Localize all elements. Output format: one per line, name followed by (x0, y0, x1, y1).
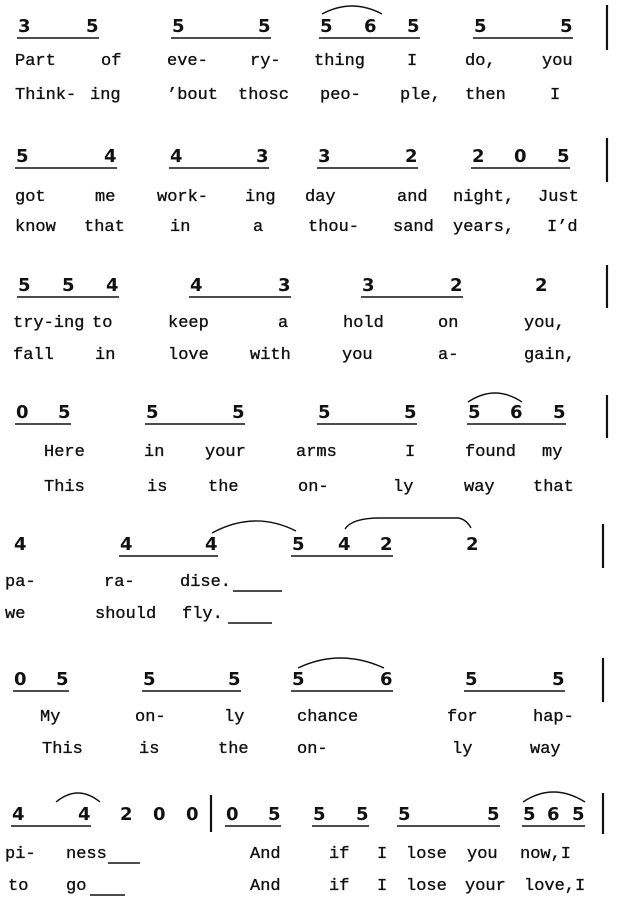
note-digit: 5 (62, 275, 75, 296)
note-digit: 5 (228, 669, 241, 690)
lyric-verse-1-word: dise. (180, 573, 232, 592)
lyric-verse-2-word: ly (452, 740, 473, 759)
note-digit: 5 (523, 804, 536, 825)
note-digit: 5 (58, 402, 71, 423)
note-digit: 2 (450, 275, 463, 296)
lyric-verse-2-word: we (5, 605, 26, 624)
note-digit: 2 (472, 146, 485, 167)
note-digit: 0 (14, 669, 27, 690)
note-digit: 5 (258, 16, 271, 37)
lyric-verse-1-word: night, (453, 188, 515, 207)
lyric-verse-2-word: your (465, 877, 506, 896)
note-digit: 3 (278, 275, 291, 296)
lyric-verse-2-word: I (550, 86, 561, 105)
lyric-verse-2-word: years, (453, 218, 515, 237)
note-digit: 5 (572, 804, 585, 825)
lyric-verse-1-word: ing (245, 188, 276, 207)
note-digit: 3 (362, 275, 375, 296)
lyric-verse-1-word: eve- (167, 52, 208, 71)
lyric-verse-1-word: thing (314, 52, 366, 71)
lyric-verse-2-word: the (208, 478, 239, 497)
lyric-verse-1-word: your (205, 443, 246, 462)
note-digit: 5 (474, 16, 487, 37)
lyric-verse-1-word: chance (297, 708, 359, 727)
lyric-verse-1-word: lose (406, 845, 447, 864)
note-digit: 5 (313, 804, 326, 825)
note-digit: 2 (405, 146, 418, 167)
lyric-verse-2-word: know (15, 218, 56, 237)
note-digit: 0 (514, 146, 527, 167)
lyric-verse-2-word: fall (13, 346, 54, 365)
lyric-verse-2-word: is (147, 478, 168, 497)
lyric-verse-1-word: pa- (5, 573, 36, 592)
lyric-verse-2-word: gain, (524, 346, 576, 365)
lyric-verse-1-word: for (447, 708, 478, 727)
note-digit: 5 (487, 804, 500, 825)
note-digit: 4 (12, 804, 25, 825)
lyric-verse-1-word: ra- (104, 573, 135, 592)
lyric-verse-1-word: got (15, 188, 46, 207)
note-digit: 5 (18, 275, 31, 296)
note-digit: 2 (535, 275, 548, 296)
lyric-verse-1-word: if (329, 845, 350, 864)
lyric-verse-2-word: thou- (308, 218, 360, 237)
lyric-verse-2-word: on- (298, 478, 329, 497)
lyric-verse-1-word: pi- (5, 845, 36, 864)
lyric-verse-2-word: in (95, 346, 116, 365)
note-digit: 4 (106, 275, 119, 296)
lyric-verse-1-word: ness (66, 845, 107, 864)
lyric-verse-1-word: try-ing (13, 314, 85, 333)
note-digit: 3 (18, 16, 31, 37)
lyric-verse-2-word: should (95, 605, 157, 624)
lyric-verse-2-word: fly. (182, 605, 223, 624)
lyric-verse-2-word: Think- (15, 86, 77, 105)
note-digit: 4 (190, 275, 203, 296)
note-digit: 3 (318, 146, 331, 167)
lyric-verse-2-word: This (44, 478, 85, 497)
lyric-verse-2-word: that (84, 218, 125, 237)
note-digit: 0 (186, 804, 199, 825)
lyric-verse-2-word: way (530, 740, 561, 759)
lyric-verse-1-word: on (438, 314, 459, 333)
lyric-verse-1-word: of (101, 52, 122, 71)
lyric-verse-1-word: day (305, 188, 336, 207)
lyric-verse-1-word: a (278, 314, 289, 333)
note-digit: 5 (553, 402, 566, 423)
lyric-verse-2-word: then (465, 86, 506, 105)
lyric-verse-2-word: the (218, 740, 249, 759)
lyric-verse-2-word: on- (297, 740, 328, 759)
lyric-verse-2-word: is (139, 740, 160, 759)
note-digit: 5 (560, 16, 573, 37)
lyric-verse-1-word: arms (296, 443, 337, 462)
note-digit: 0 (16, 402, 29, 423)
lyric-verse-2-word: peo- (320, 86, 361, 105)
lyric-verse-2-word: sand (393, 218, 434, 237)
lyric-verse-1-word: hap- (533, 708, 574, 727)
note-digit: 5 (56, 669, 69, 690)
lyric-verse-1-word: my (542, 443, 563, 462)
note-digit: 5 (356, 804, 369, 825)
note-digit: 4 (104, 146, 117, 167)
note-digit: 5 (318, 402, 331, 423)
note-digit: 5 (465, 669, 478, 690)
lyric-verse-2-word: a- (438, 346, 459, 365)
lyric-verse-2-word: if (329, 877, 350, 896)
lyric-verse-1-word: My (40, 708, 61, 727)
lyric-verse-2-word: ’bout (167, 86, 219, 105)
note-digit: 5 (407, 16, 420, 37)
lyric-verse-1-word: and (397, 188, 428, 207)
lyric-verse-1-word: you (467, 845, 498, 864)
note-digit: 5 (552, 669, 565, 690)
note-digit: 5 (16, 146, 29, 167)
note-digit: 5 (232, 402, 245, 423)
note-digit: 6 (380, 669, 393, 690)
lyric-verse-2-word: This (42, 740, 83, 759)
lyric-verse-2-word: with (250, 346, 291, 365)
note-digit: 4 (205, 534, 218, 555)
note-digit: 4 (14, 534, 27, 555)
note-digit: 4 (170, 146, 183, 167)
note-digit: 5 (468, 402, 481, 423)
lyric-verse-2-word: you (342, 346, 373, 365)
lyric-verse-2-word: that (533, 478, 574, 497)
note-digit: 5 (320, 16, 333, 37)
note-digit: 2 (120, 804, 133, 825)
lyric-verse-2-word: ly (393, 478, 414, 497)
lyric-verse-1-word: found (465, 443, 517, 462)
note-digit: 2 (466, 534, 479, 555)
lyric-verse-1-word: Part (15, 52, 56, 71)
lyric-verse-1-word: in (144, 443, 165, 462)
lyric-verse-1-word: hold (343, 314, 384, 333)
lyric-verse-2-word: ple, (400, 86, 441, 105)
lyric-verse-2-word: I (377, 877, 388, 896)
note-digit: 5 (172, 16, 185, 37)
lyric-verse-2-word: I’d (547, 218, 578, 237)
lyric-verse-2-word: a (253, 218, 264, 237)
lyric-verse-1-word: now,I (520, 845, 572, 864)
lyric-verse-2-word: way (464, 478, 495, 497)
note-digit: 3 (256, 146, 269, 167)
note-digit: 0 (226, 804, 239, 825)
note-digit: 6 (364, 16, 377, 37)
note-digit: 5 (268, 804, 281, 825)
lyric-verse-2-word: thosc (238, 86, 290, 105)
lyric-verse-1-word: you, (524, 314, 565, 333)
note-digit: 4 (78, 804, 91, 825)
lyric-verse-1-word: Here (44, 443, 85, 462)
note-digit: 6 (510, 402, 523, 423)
lyric-verse-1-word: me (95, 188, 116, 207)
note-digit: 5 (143, 669, 156, 690)
lyric-verse-1-word: I (407, 52, 418, 71)
lyric-verse-1-word: do, (465, 52, 496, 71)
note-digit: 5 (292, 534, 305, 555)
lyric-verse-2-word: to (8, 877, 29, 896)
lyric-verse-1-word: I (377, 845, 388, 864)
lyric-verse-1-word: to (92, 314, 113, 333)
lyric-verse-1-word: And (250, 845, 281, 864)
note-digit: 4 (338, 534, 351, 555)
note-digit: 5 (292, 669, 305, 690)
lyric-verse-1-word: I (405, 443, 416, 462)
note-digit: 0 (153, 804, 166, 825)
lyric-verse-1-word: you (542, 52, 573, 71)
lyric-verse-2-word: And (250, 877, 281, 896)
lyric-verse-1-word: ly (224, 708, 245, 727)
lyric-verse-1-word: on- (135, 708, 166, 727)
lyric-verse-2-word: in (170, 218, 191, 237)
lyric-verse-1-word: work- (157, 188, 209, 207)
lyric-verse-2-word: lose (406, 877, 447, 896)
lyric-verse-1-word: keep (168, 314, 209, 333)
note-digit: 5 (557, 146, 570, 167)
lyric-verse-2-word: love (168, 346, 209, 365)
note-digit: 5 (404, 402, 417, 423)
lyric-verse-2-word: love,I (524, 877, 586, 896)
lyric-verse-1-word: Just (538, 188, 579, 207)
note-digit: 2 (380, 534, 393, 555)
lyric-verse-1-word: ry- (250, 52, 281, 71)
note-digit: 6 (547, 804, 560, 825)
note-digit: 5 (146, 402, 159, 423)
note-digit: 4 (120, 534, 133, 555)
note-digit: 5 (86, 16, 99, 37)
note-digit: 5 (398, 804, 411, 825)
lyric-verse-2-word: go (66, 877, 87, 896)
lyric-verse-2-word: ing (90, 86, 121, 105)
